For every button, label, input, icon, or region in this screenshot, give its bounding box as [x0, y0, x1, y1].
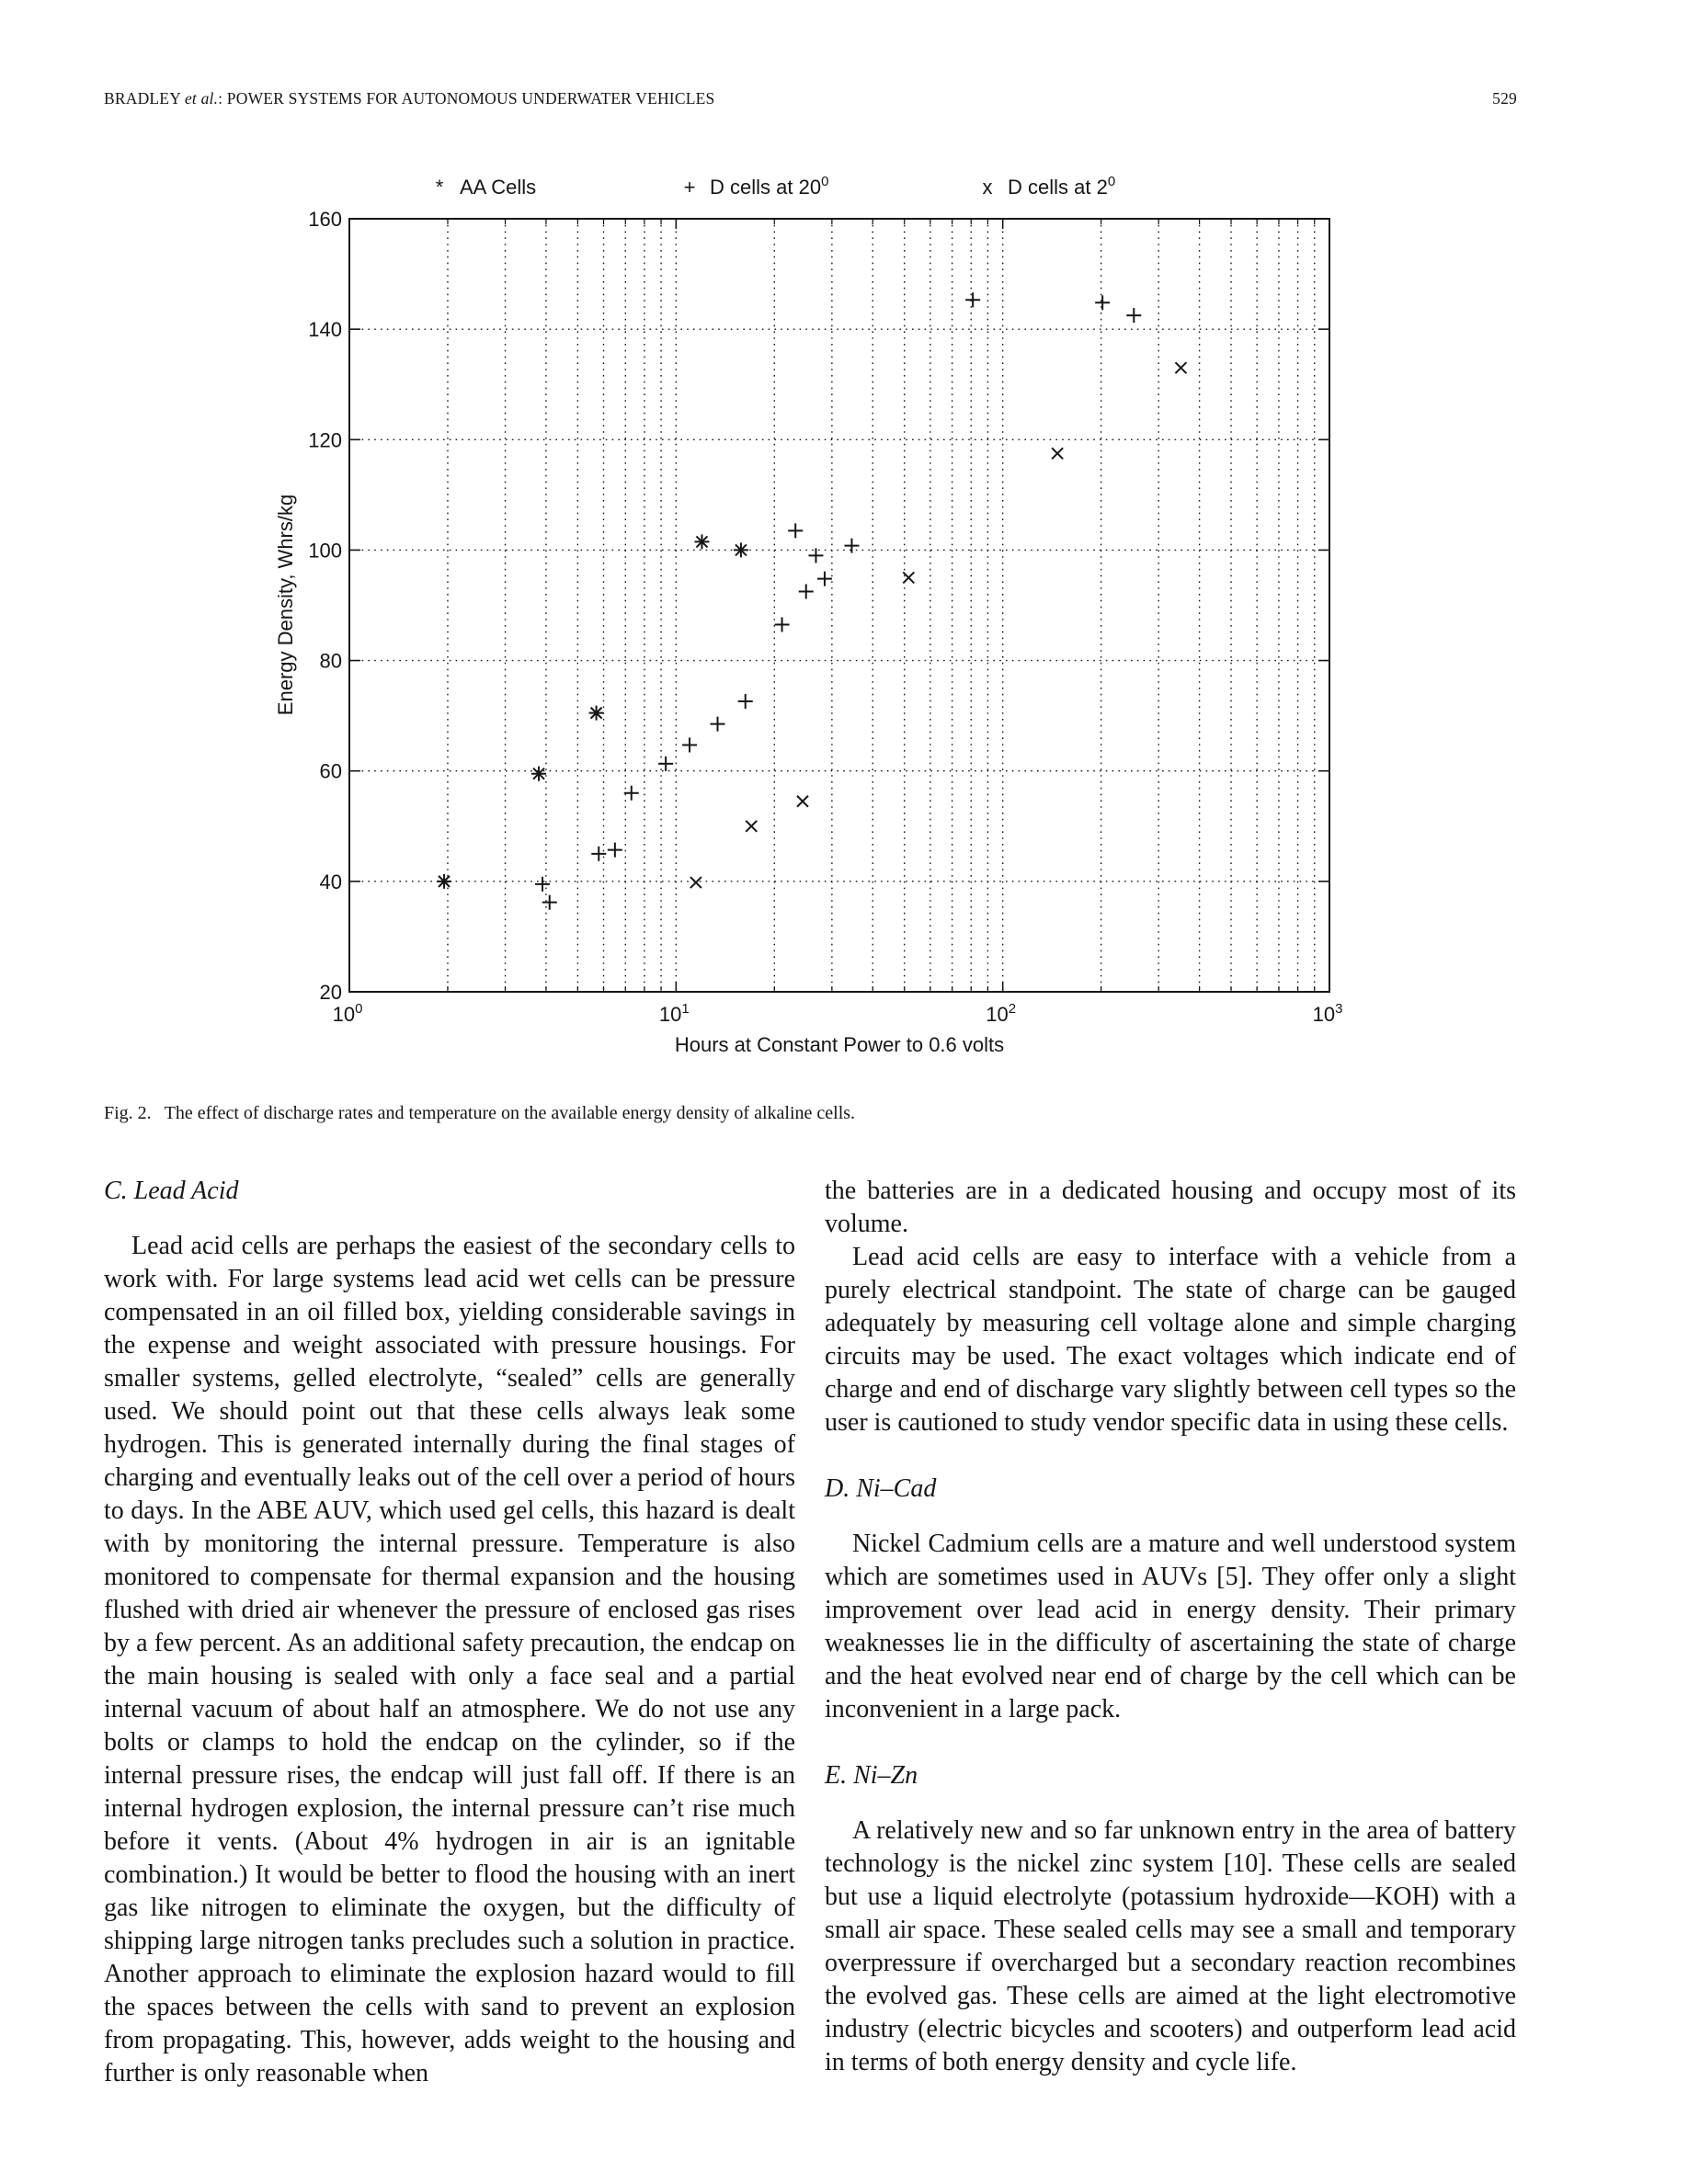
page-number: 529: [1492, 89, 1517, 108]
data-point-d-cells-20: [844, 539, 859, 553]
paragraph-lead-acid-2: Lead acid cells are easy to interface with a vehicle from a purely electrical standpoint. The state of charge can be gauged adequately by measuring cell voltage alone and simple charging circuits may be used. The exact voltages which indicate end of charge and end of discharge vary slightly between cell types so the user is cautioned to study vendor specific data in using these cells.: [825, 1243, 1516, 1437]
data-point-d-cells-20: [808, 548, 823, 563]
data-point-d-cells-20: [624, 786, 639, 801]
data-point-aa-cells: [734, 542, 748, 557]
data-point-d-cells-20: [799, 584, 814, 598]
section-heading-ni-zn: E. Ni–Zn: [825, 1761, 918, 1790]
data-point-aa-cells: [531, 767, 546, 781]
y-tick-label: 60: [319, 759, 342, 783]
legend-entry: D cells at $20^0$: [710, 174, 829, 199]
data-point-d-cells-20: [775, 618, 790, 632]
data-point-d-cells-20: [1095, 295, 1110, 310]
data-point-d-cells-20: [965, 292, 980, 307]
y-axis-ticks: [308, 208, 342, 1004]
data-point-d-cells-20: [682, 737, 697, 752]
legend-entry: AA Cells: [460, 176, 537, 199]
section-heading-ni-cad: D. Ni–Cad: [825, 1474, 937, 1503]
x-tick-label: $10^2$: [986, 1001, 1017, 1026]
data-point-d-cells-20: [710, 717, 724, 732]
y-axis-label: Energy Density, Whrs/kg: [274, 494, 297, 716]
data-point-d-cells-20: [608, 843, 622, 858]
header-authors: BRADLEY: [104, 89, 185, 108]
paragraph-ni-zn: A relatively new and so far unknown entry in the area of battery technology is the nickel zinc system [10]. These cells are sealed but use a liquid electrolyte (potassium hydroxide—KOH) with a small air space. These sealed cells may see a small and temporary overpressure if overcharged but a secondary reaction recombines the evolved gas. These cells are aimed at the light electromotive industry (electric bicycles and scooters) and outperform lead acid in terms of both energy density and cycle life.: [825, 1816, 1516, 2076]
y-tick-label: 80: [319, 649, 342, 673]
x-axis-ticks: [333, 1001, 1343, 1026]
data-point-d-cells-2: [797, 796, 808, 807]
x-tick-label: $10^0$: [332, 1001, 363, 1026]
chart-grid: [349, 219, 1329, 992]
y-tick-label: 140: [308, 318, 342, 342]
data-point-d-cells-2: [1175, 362, 1186, 373]
data-point-d-cells-20: [535, 877, 550, 892]
x-tick-label: $10^3$: [1312, 1001, 1343, 1026]
paragraph-ni-cad: Nickel Cadmium cells are a mature and well understood system which are sometimes used in AUVs [5]. They offer only a slight improvement over lead acid in energy density. Their primary weaknesses lie in the difficulty of ascertaining the state of charge and the heat evolved near end of charge by the cell which can be inconvenient in a large pack.: [825, 1530, 1516, 1723]
text-column-right: [825, 1175, 1516, 2079]
data-point-d-cells-2: [903, 572, 914, 583]
data-point-d-cells-2: [746, 821, 757, 832]
data-point-d-cells-20: [788, 523, 803, 538]
data-point-aa-cells: [589, 706, 604, 721]
legend-marker: x: [982, 176, 993, 199]
legend-marker: +: [683, 176, 696, 199]
data-point-d-cells-2: [690, 877, 701, 888]
x-tick-label: $10^1$: [658, 1001, 690, 1026]
series-star: [437, 534, 748, 888]
y-tick-label: 20: [319, 981, 342, 1004]
header-et-al: et al.: [184, 89, 219, 108]
caption-label: Fig. 2.: [104, 1103, 152, 1123]
header-title: : POWER SYSTEMS FOR AUTONOMOUS UNDERWATER VEHICLES: [218, 89, 715, 108]
data-point-d-cells-2: [1052, 448, 1063, 459]
data-point-d-cells-20: [817, 572, 832, 586]
figure-caption: [104, 1103, 1575, 1124]
text-column-left: [104, 1175, 795, 2090]
data-point-d-cells-20: [591, 847, 606, 861]
legend-marker: *: [435, 176, 444, 199]
y-tick-label: 120: [308, 428, 342, 452]
y-tick-label: 40: [319, 870, 342, 893]
plot-frame: [349, 219, 1329, 992]
paragraph-lead-acid-1: Lead acid cells are perhaps the easiest of the secondary cells to work with. For large systems lead acid wet cells can be pressure compensated in an oil filled box, yielding considerable savings in the expense and weight associated with pressure housings. For smaller systems, gelled electrolyte, “sealed” cells are generally used. We should point out that these cells always leak some hydrogen. This is generated internally during the final stages of charging and eventually leaks out of the cell over a period of hours to days. In the ABE AUV, which used gel cells, this hazard is dealt with by monitoring the internal pressure. Temperature is also monitored to compensate for thermal expansion and the housing flushed with dried air whenever the pressure of enclosed gas rises by a few percent. As an additional safety precaution, the endcap on the main housing is sealed with only a face seal and a partial internal vacuum of about half an atmosphere. We do not use any bolts or clamps to hold the endcap on the cylinder, so if the internal pressure rises, the endcap will just fall off. If there is an internal hydrogen explosion, the internal pressure can’t rise much before it vents. (About 4% hydrogen in air is an ignitable combination.) It would be better to flood the housing with an inert gas like nitrogen to eliminate the oxygen, but the difficulty of shipping large nitrogen tanks precludes such a solution in practice. Another approach to eliminate the explosion hazard would to fill the spaces between the cells with sand to prevent an explosion from propagating. This, however, adds weight to the housing and further is only reasonable when: [104, 1232, 795, 2087]
data-point-aa-cells: [437, 874, 451, 889]
y-tick-label: 100: [308, 539, 342, 563]
y-tick-label: 160: [308, 208, 342, 231]
series-x: [690, 362, 1187, 888]
section-heading-lead-acid: C. Lead Acid: [104, 1177, 239, 1205]
legend-entry: D cells at $2^0$: [1008, 174, 1116, 199]
paragraph-lead-acid-continued: the batteries are in a dedicated housing and occupy most of its volume.: [825, 1177, 1516, 1238]
data-point-d-cells-20: [1126, 308, 1141, 323]
data-point-aa-cells: [694, 534, 709, 549]
chart-legend: [436, 174, 1115, 199]
caption-text: The effect of discharge rates and temperature on the available energy density of alkaline cells.: [164, 1103, 856, 1123]
x-axis-label: Hours at Constant Power to 0.6 volts: [674, 1033, 1005, 1056]
data-point-d-cells-20: [542, 895, 557, 910]
chart-marks: [437, 292, 1186, 909]
data-point-d-cells-20: [738, 694, 753, 709]
